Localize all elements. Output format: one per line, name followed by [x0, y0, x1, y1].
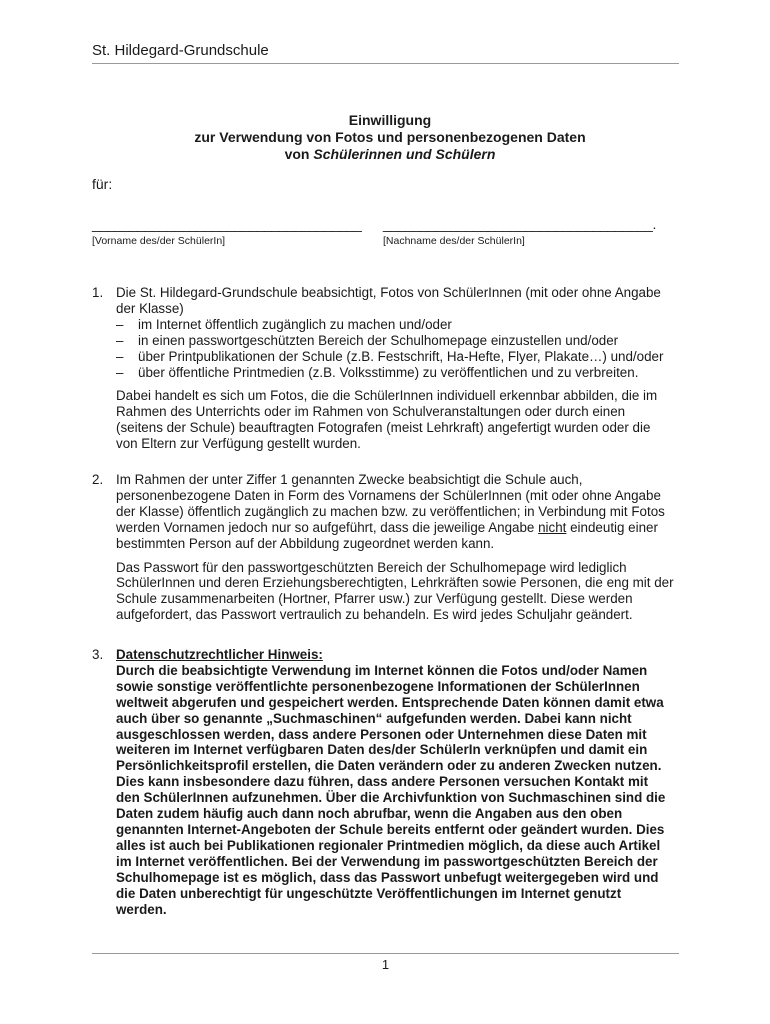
first-name-caption: [Vorname des/der SchülerIn] — [92, 235, 226, 247]
section-1-intro: Die St. Hildegard-Grundschule beabsichtigt, Fotos von SchülerInnen (mit oder ohne Angabe der Klasse) — [116, 285, 661, 316]
dash-marker: – — [116, 348, 124, 364]
document-title — [92, 112, 688, 163]
list-item-text: in einen passwortgeschützten Bereich der Schulhomepage einzustellen und/oder — [138, 332, 619, 348]
school-header: St. Hildegard-Grundschule — [92, 42, 269, 59]
list-item — [116, 333, 674, 349]
list-item — [116, 349, 674, 365]
last-name-field[interactable]: ____________________________________. — [383, 216, 657, 232]
list-item-text: im Internet öffentlich zugänglich zu machen und/oder — [138, 316, 452, 332]
footer-divider — [92, 953, 679, 954]
section-1 — [116, 285, 674, 452]
header-divider — [92, 63, 679, 64]
section-3 — [116, 647, 674, 917]
list-item — [116, 365, 674, 381]
list-item-text: über Printpublikationen der Schule (z.B. Festschrift, Ha-Hefte, Flyer, Plakate…) und/oder — [138, 348, 664, 364]
section-2-text-end: eindeutig einer bestimmten Person auf der Abbildung zugeordnet werden kann. — [116, 519, 658, 551]
section-1-note: Dabei handelt es sich um Fotos, die die SchülerInnen individuell erkennbar abbilden, die im Rahmen des Unterrichts oder im Rahmen von Schulveranstaltungen oder durch einen (seitens der Schule) beauftragten Fotografen (meist Lehrkraft) angefertigt wurden oder die von Eltern zur Verfügung gestellt wurden. — [116, 388, 658, 452]
section-1-number: 1. — [92, 285, 104, 300]
section-2-underlined-word: nicht — [538, 519, 567, 535]
section-3-body: Durch die beabsichtigte Verwendung im Internet können die Fotos und/oder Namen sowie sonstige veröffentlichte personenbezogene Informationen der SchülerInnen weltweit abgerufen und gespeichert werden. Entsprechende Daten können damit etwa auch über so genannte „Suchmaschinen“ aufgefunden werden. Dabei kann nicht ausgeschlossen werden, dass andere Personen oder Unternehmen diese Daten mit weiteren im Internet verfügbaren Daten des/der SchülerIn verknüpfen und damit ein Persönlichkeitsprofil erstellen, die Daten verändern oder zu anderen Zwecken nutzen. Dies kann insbesondere dazu führen, dass andere Personen versuchen Kontakt mit den SchülerInnen aufzunehmen. Über die Archivfunktion von Suchmaschinen sind die Daten zudem häufig auch dann noch abrufbar, wenn die Angaben aus den oben genannten Internet-Angeboten der Schule bereits entfernt oder geändert wurden. Dies alles ist auch bei Publikationen regionaler Printmedien möglich, da diese auch Artikel im Internet veröffentlichen. Bei der Verwendung im passwortgeschützten Bereich der Schulhomepage ist es möglich, dass das Passwort unbefugt weitergegeben wird und die Daten unberechtigt für ungeschützte Veröffentlichungen im Internet genutzt werden. — [116, 662, 666, 917]
dash-marker: – — [116, 316, 124, 332]
page-number: 1 — [381, 957, 390, 972]
title-line-3-italic: Schülerinnen und Schülern — [313, 146, 496, 162]
title-line-2: zur Verwendung von Fotos und personenbezogenen Daten — [194, 129, 586, 145]
section-2-number: 2. — [92, 472, 104, 487]
title-line-3-prefix: von — [284, 146, 314, 162]
section-2-text — [116, 472, 674, 552]
for-label: für: — [92, 176, 113, 192]
last-name-caption: [Nachname des/der SchülerIn] — [383, 235, 525, 247]
section-3-number: 3. — [92, 647, 104, 662]
first-name-field[interactable]: ____________________________________ — [92, 216, 362, 232]
password-note: Das Passwort für den passwortgeschützten Bereich der Schulhomepage wird lediglich SchülerInnen und deren Erziehungsberechtigten, Lehrkräften sowie Personen, die eng mit der Schule zusammenarbeiten (Hortner, Pfarrer usw.) zur Verfügung gestellt. Diese werden aufgefordert, das Passwort vertraulich zu behandeln. Es wird jedes Schuljahr geändert. — [116, 559, 674, 623]
title-line-3 — [92, 146, 688, 163]
section-2 — [116, 472, 674, 623]
list-item — [116, 317, 674, 333]
dash-marker: – — [116, 332, 124, 348]
section-3-heading: Datenschutzrechtlicher Hinweis: — [116, 647, 323, 662]
section-2-text-start: Im Rahmen der unter Ziffer 1 genannten Zwecke beabsichtigt die Schule auch, personenbezogene Daten in Form des Vornamens der SchülerInnen (mit oder ohne Angabe der Klasse) öffentlich zugänglich zu machen bzw. zu veröffentlichen; in Verbindung mit Fotos werden Vornamen jedoch nur so aufgeführt, dass die jeweilige Angabe — [116, 472, 665, 535]
list-item-text: über öffentliche Printmedien (z.B. Volksstimme) zu veröffentlichen und zu verbreiten. — [138, 364, 639, 380]
title-line-1: Einwilligung — [348, 112, 432, 128]
dash-marker: – — [116, 364, 124, 380]
